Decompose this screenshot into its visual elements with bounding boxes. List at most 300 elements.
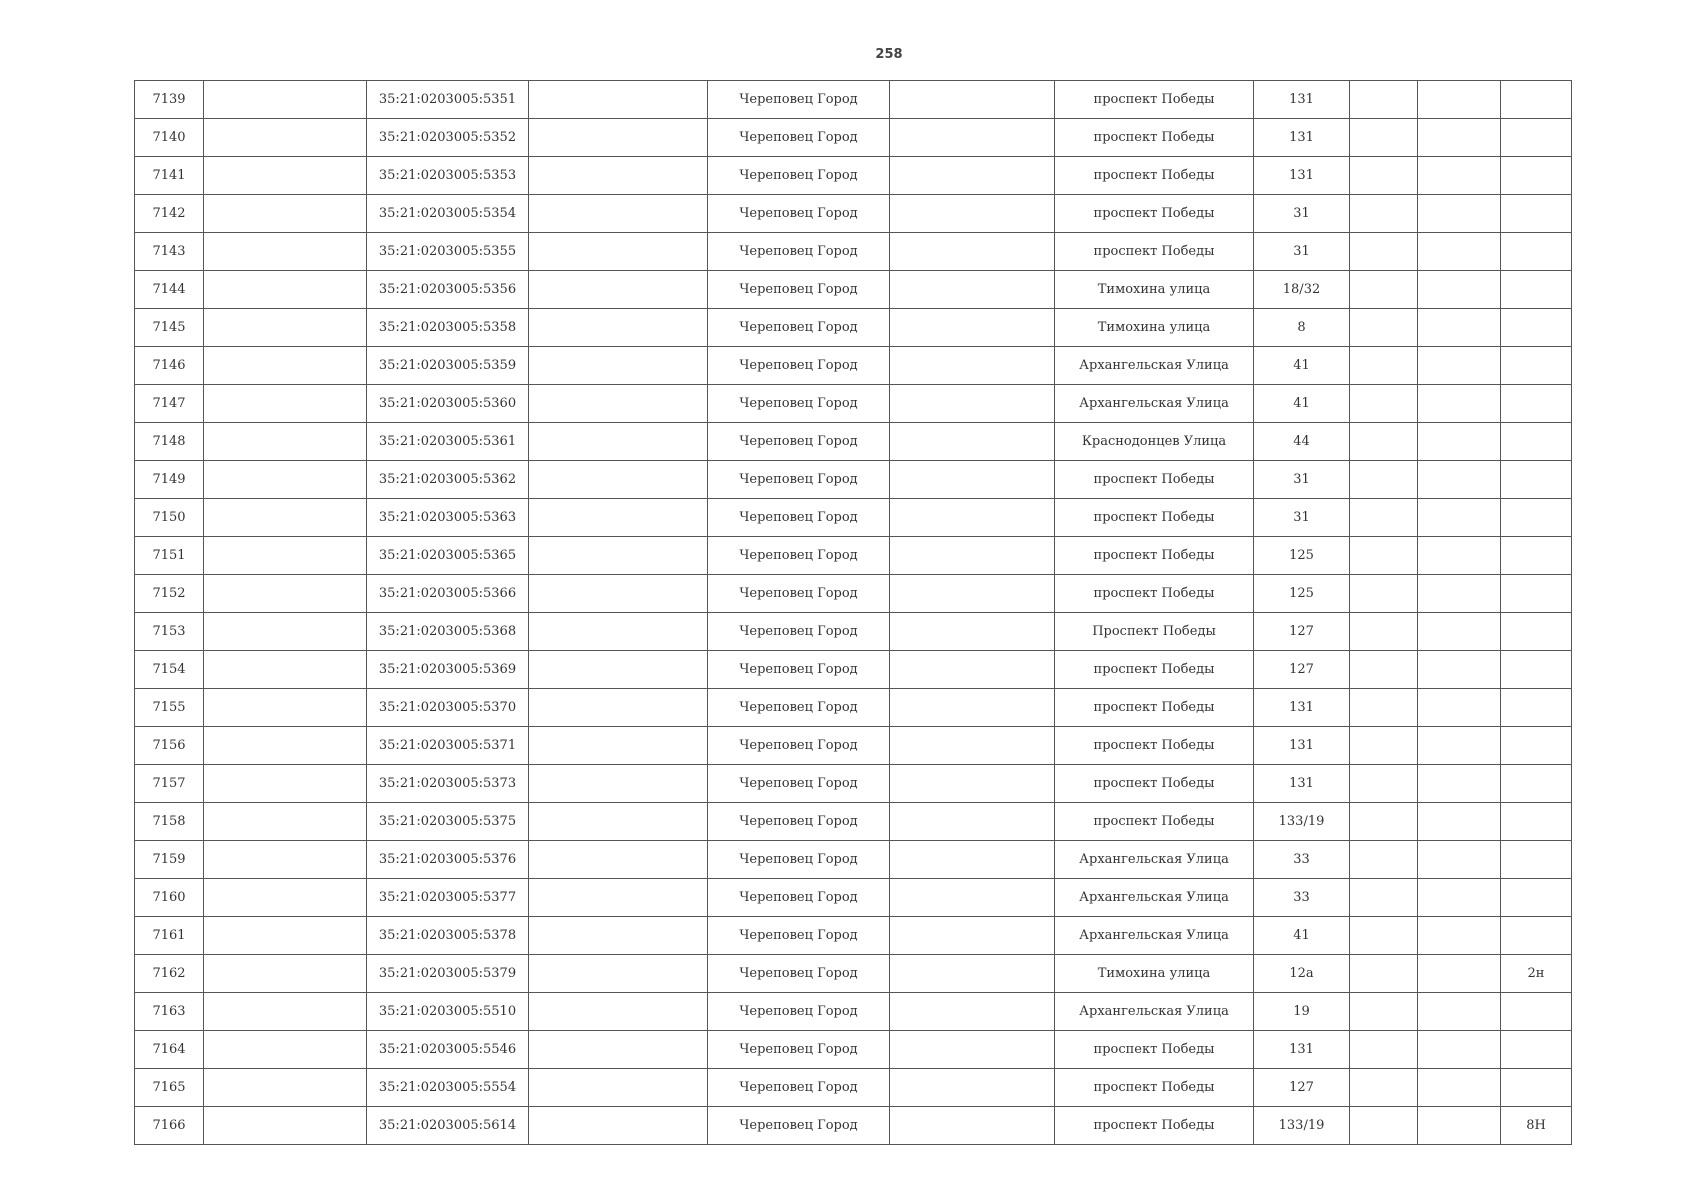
cell-empty-1: [204, 879, 367, 917]
cell-empty-4: [1350, 917, 1418, 955]
cell-record-number: 7143: [135, 233, 204, 271]
cell-empty-2: [529, 841, 708, 879]
cell-empty-5: [1418, 727, 1501, 765]
cell-empty-3: [890, 461, 1055, 499]
cell-empty-1: [204, 195, 367, 233]
cell-empty-5: [1418, 1031, 1501, 1069]
cell-empty-4: [1350, 803, 1418, 841]
cell-city: Череповец Город: [708, 613, 890, 651]
cell-cadastral-number: 35:21:0203005:5351: [367, 81, 529, 119]
cell-cadastral-number: 35:21:0203005:5356: [367, 271, 529, 309]
cell-house-number: 133/19: [1254, 1107, 1350, 1145]
cell-cadastral-number: 35:21:0203005:5370: [367, 689, 529, 727]
cell-empty-4: [1350, 233, 1418, 271]
cell-house-number: 12а: [1254, 955, 1350, 993]
cell-empty-4: [1350, 955, 1418, 993]
table-row: [135, 955, 1572, 993]
cell-empty-4: [1350, 157, 1418, 195]
cell-city: Череповец Город: [708, 917, 890, 955]
cell-premises-number: [1501, 803, 1572, 841]
cell-record-number: 7157: [135, 765, 204, 803]
cell-empty-5: [1418, 689, 1501, 727]
cell-empty-5: [1418, 1069, 1501, 1107]
cell-cadastral-number: 35:21:0203005:5359: [367, 347, 529, 385]
cell-empty-1: [204, 271, 367, 309]
cell-empty-3: [890, 803, 1055, 841]
cell-empty-2: [529, 955, 708, 993]
cell-city: Череповец Город: [708, 499, 890, 537]
cell-record-number: 7163: [135, 993, 204, 1031]
cell-city: Череповец Город: [708, 727, 890, 765]
cell-premises-number: [1501, 81, 1572, 119]
cell-empty-2: [529, 727, 708, 765]
cell-house-number: 125: [1254, 575, 1350, 613]
cell-empty-4: [1350, 765, 1418, 803]
cell-empty-3: [890, 1069, 1055, 1107]
cell-empty-4: [1350, 499, 1418, 537]
cell-city: Череповец Город: [708, 955, 890, 993]
cell-premises-number: [1501, 575, 1572, 613]
cell-empty-5: [1418, 879, 1501, 917]
cell-house-number: 41: [1254, 347, 1350, 385]
cell-premises-number: [1501, 119, 1572, 157]
cell-street: Тимохина улица: [1055, 309, 1254, 347]
cell-empty-2: [529, 689, 708, 727]
table-row: [135, 461, 1572, 499]
cell-empty-4: [1350, 841, 1418, 879]
cell-house-number: 33: [1254, 841, 1350, 879]
cell-empty-5: [1418, 841, 1501, 879]
cell-cadastral-number: 35:21:0203005:5376: [367, 841, 529, 879]
cell-record-number: 7139: [135, 81, 204, 119]
cell-cadastral-number: 35:21:0203005:5365: [367, 537, 529, 575]
cell-house-number: 8: [1254, 309, 1350, 347]
table-row: [135, 727, 1572, 765]
cell-empty-4: [1350, 993, 1418, 1031]
cell-street: Архангельская Улица: [1055, 993, 1254, 1031]
cell-house-number: 131: [1254, 157, 1350, 195]
cell-empty-5: [1418, 309, 1501, 347]
cell-empty-3: [890, 613, 1055, 651]
cell-empty-2: [529, 195, 708, 233]
cell-premises-number: [1501, 461, 1572, 499]
cell-street: Архангельская Улица: [1055, 347, 1254, 385]
cell-empty-5: [1418, 1107, 1501, 1145]
table-row: [135, 119, 1572, 157]
cell-premises-number: 8Н: [1501, 1107, 1572, 1145]
cell-record-number: 7141: [135, 157, 204, 195]
cell-street: Проспект Победы: [1055, 613, 1254, 651]
cell-house-number: 131: [1254, 765, 1350, 803]
cell-empty-5: [1418, 233, 1501, 271]
cell-empty-1: [204, 309, 367, 347]
cell-record-number: 7159: [135, 841, 204, 879]
cell-empty-2: [529, 1107, 708, 1145]
cell-record-number: 7149: [135, 461, 204, 499]
table-row: [135, 1107, 1572, 1145]
cell-empty-2: [529, 765, 708, 803]
cell-empty-4: [1350, 689, 1418, 727]
cell-house-number: 18/32: [1254, 271, 1350, 309]
cell-house-number: 125: [1254, 537, 1350, 575]
cell-city: Череповец Город: [708, 803, 890, 841]
cell-premises-number: [1501, 613, 1572, 651]
cell-city: Череповец Город: [708, 309, 890, 347]
cell-street: Тимохина улица: [1055, 271, 1254, 309]
table-row: [135, 917, 1572, 955]
cell-premises-number: [1501, 537, 1572, 575]
cell-house-number: 127: [1254, 613, 1350, 651]
cell-city: Череповец Город: [708, 993, 890, 1031]
cell-street: проспект Победы: [1055, 499, 1254, 537]
cell-empty-3: [890, 727, 1055, 765]
cell-city: Череповец Город: [708, 157, 890, 195]
cell-empty-1: [204, 157, 367, 195]
cell-empty-2: [529, 803, 708, 841]
cell-record-number: 7160: [135, 879, 204, 917]
cell-premises-number: [1501, 879, 1572, 917]
cell-cadastral-number: 35:21:0203005:5375: [367, 803, 529, 841]
cell-empty-2: [529, 1031, 708, 1069]
cell-cadastral-number: 35:21:0203005:5368: [367, 613, 529, 651]
cell-house-number: 31: [1254, 499, 1350, 537]
cell-empty-1: [204, 1107, 367, 1145]
cell-empty-3: [890, 81, 1055, 119]
cell-cadastral-number: 35:21:0203005:5361: [367, 423, 529, 461]
cell-street: проспект Победы: [1055, 765, 1254, 803]
cell-empty-5: [1418, 993, 1501, 1031]
cell-empty-5: [1418, 347, 1501, 385]
cell-city: Череповец Город: [708, 347, 890, 385]
table-row: [135, 993, 1572, 1031]
cell-empty-5: [1418, 157, 1501, 195]
cell-record-number: 7154: [135, 651, 204, 689]
cell-empty-5: [1418, 499, 1501, 537]
page-number: 258: [875, 47, 903, 62]
table-row: [135, 423, 1572, 461]
cell-record-number: 7164: [135, 1031, 204, 1069]
cell-premises-number: [1501, 347, 1572, 385]
cell-city: Череповец Город: [708, 233, 890, 271]
cell-empty-3: [890, 423, 1055, 461]
cell-premises-number: [1501, 765, 1572, 803]
cell-empty-2: [529, 879, 708, 917]
cell-empty-3: [890, 119, 1055, 157]
cell-empty-1: [204, 1069, 367, 1107]
cell-cadastral-number: 35:21:0203005:5510: [367, 993, 529, 1031]
cell-empty-4: [1350, 195, 1418, 233]
cell-premises-number: [1501, 157, 1572, 195]
cell-empty-2: [529, 1069, 708, 1107]
cell-empty-3: [890, 955, 1055, 993]
cell-city: Череповец Город: [708, 119, 890, 157]
table-row: [135, 385, 1572, 423]
cell-empty-2: [529, 613, 708, 651]
cell-empty-3: [890, 499, 1055, 537]
cell-record-number: 7162: [135, 955, 204, 993]
cell-record-number: 7140: [135, 119, 204, 157]
cell-empty-2: [529, 347, 708, 385]
cell-empty-2: [529, 423, 708, 461]
cell-empty-4: [1350, 423, 1418, 461]
cell-empty-3: [890, 651, 1055, 689]
cell-cadastral-number: 35:21:0203005:5355: [367, 233, 529, 271]
cell-record-number: 7147: [135, 385, 204, 423]
cell-house-number: 131: [1254, 81, 1350, 119]
cell-empty-1: [204, 233, 367, 271]
cell-house-number: 127: [1254, 1069, 1350, 1107]
table-row: [135, 841, 1572, 879]
cell-empty-2: [529, 233, 708, 271]
cell-cadastral-number: 35:21:0203005:5546: [367, 1031, 529, 1069]
table-row: [135, 499, 1572, 537]
cell-house-number: 131: [1254, 727, 1350, 765]
cell-empty-5: [1418, 195, 1501, 233]
cell-empty-4: [1350, 461, 1418, 499]
cell-empty-1: [204, 423, 367, 461]
table-row: [135, 803, 1572, 841]
cell-empty-1: [204, 689, 367, 727]
cell-cadastral-number: 35:21:0203005:5362: [367, 461, 529, 499]
cell-street: проспект Победы: [1055, 195, 1254, 233]
cell-empty-3: [890, 537, 1055, 575]
cell-house-number: 31: [1254, 461, 1350, 499]
cell-empty-2: [529, 271, 708, 309]
cell-empty-1: [204, 461, 367, 499]
table-row: [135, 271, 1572, 309]
cell-empty-1: [204, 347, 367, 385]
cell-city: Череповец Город: [708, 765, 890, 803]
cell-street: проспект Победы: [1055, 1069, 1254, 1107]
cell-cadastral-number: 35:21:0203005:5379: [367, 955, 529, 993]
cell-empty-3: [890, 309, 1055, 347]
cell-city: Череповец Город: [708, 1031, 890, 1069]
cell-cadastral-number: 35:21:0203005:5360: [367, 385, 529, 423]
cell-empty-3: [890, 841, 1055, 879]
cell-record-number: 7158: [135, 803, 204, 841]
cell-empty-5: [1418, 613, 1501, 651]
cell-premises-number: 2н: [1501, 955, 1572, 993]
cell-empty-1: [204, 613, 367, 651]
cell-empty-4: [1350, 537, 1418, 575]
cell-empty-2: [529, 157, 708, 195]
cell-empty-2: [529, 81, 708, 119]
cell-empty-3: [890, 1107, 1055, 1145]
cell-empty-1: [204, 1031, 367, 1069]
table-row: [135, 81, 1572, 119]
cell-house-number: 31: [1254, 233, 1350, 271]
cell-cadastral-number: 35:21:0203005:5353: [367, 157, 529, 195]
cell-street: проспект Победы: [1055, 727, 1254, 765]
cell-street: Архангельская Улица: [1055, 841, 1254, 879]
cell-street: проспект Победы: [1055, 157, 1254, 195]
cell-empty-3: [890, 689, 1055, 727]
cell-premises-number: [1501, 841, 1572, 879]
table-row: [135, 347, 1572, 385]
cell-empty-5: [1418, 385, 1501, 423]
cell-empty-4: [1350, 81, 1418, 119]
cell-empty-1: [204, 385, 367, 423]
cell-empty-2: [529, 993, 708, 1031]
cell-empty-5: [1418, 803, 1501, 841]
table-row: [135, 1069, 1572, 1107]
cell-empty-4: [1350, 1107, 1418, 1145]
cell-house-number: 131: [1254, 689, 1350, 727]
cell-city: Череповец Город: [708, 385, 890, 423]
cell-empty-1: [204, 955, 367, 993]
cell-record-number: 7152: [135, 575, 204, 613]
cell-city: Череповец Город: [708, 461, 890, 499]
cell-empty-5: [1418, 271, 1501, 309]
cell-empty-2: [529, 461, 708, 499]
cell-street: проспект Победы: [1055, 1107, 1254, 1145]
cell-premises-number: [1501, 423, 1572, 461]
cell-street: проспект Победы: [1055, 461, 1254, 499]
cell-premises-number: [1501, 1031, 1572, 1069]
cell-cadastral-number: 35:21:0203005:5358: [367, 309, 529, 347]
cell-street: Архангельская Улица: [1055, 917, 1254, 955]
cell-street: проспект Победы: [1055, 537, 1254, 575]
cell-house-number: 33: [1254, 879, 1350, 917]
cell-record-number: 7165: [135, 1069, 204, 1107]
cell-record-number: 7144: [135, 271, 204, 309]
cell-empty-1: [204, 499, 367, 537]
cell-street: проспект Победы: [1055, 119, 1254, 157]
cell-house-number: 31: [1254, 195, 1350, 233]
cell-empty-5: [1418, 575, 1501, 613]
table-row: [135, 765, 1572, 803]
cell-empty-2: [529, 119, 708, 157]
cell-empty-5: [1418, 81, 1501, 119]
cell-cadastral-number: 35:21:0203005:5614: [367, 1107, 529, 1145]
cell-street: Тимохина улица: [1055, 955, 1254, 993]
table-row: [135, 157, 1572, 195]
cell-premises-number: [1501, 651, 1572, 689]
cell-street: Краснодонцев Улица: [1055, 423, 1254, 461]
cell-empty-4: [1350, 1069, 1418, 1107]
cell-record-number: 7153: [135, 613, 204, 651]
cell-house-number: 44: [1254, 423, 1350, 461]
cell-empty-3: [890, 195, 1055, 233]
cell-record-number: 7146: [135, 347, 204, 385]
cell-empty-4: [1350, 385, 1418, 423]
cell-city: Череповец Город: [708, 423, 890, 461]
cell-record-number: 7151: [135, 537, 204, 575]
cell-premises-number: [1501, 1069, 1572, 1107]
cell-empty-4: [1350, 271, 1418, 309]
cell-premises-number: [1501, 727, 1572, 765]
cell-empty-4: [1350, 347, 1418, 385]
cell-premises-number: [1501, 917, 1572, 955]
table-row: [135, 689, 1572, 727]
cell-empty-1: [204, 803, 367, 841]
cell-house-number: 133/19: [1254, 803, 1350, 841]
cell-empty-5: [1418, 119, 1501, 157]
cell-city: Череповец Город: [708, 879, 890, 917]
cell-premises-number: [1501, 499, 1572, 537]
cell-city: Череповец Город: [708, 81, 890, 119]
cell-empty-1: [204, 841, 367, 879]
cell-city: Череповец Город: [708, 537, 890, 575]
cell-empty-1: [204, 81, 367, 119]
cell-empty-1: [204, 575, 367, 613]
cell-empty-2: [529, 385, 708, 423]
cell-city: Череповец Город: [708, 651, 890, 689]
cell-empty-5: [1418, 917, 1501, 955]
cell-empty-2: [529, 651, 708, 689]
cell-city: Череповец Город: [708, 689, 890, 727]
cell-empty-5: [1418, 537, 1501, 575]
cell-city: Череповец Город: [708, 575, 890, 613]
cell-empty-5: [1418, 765, 1501, 803]
table-row: [135, 651, 1572, 689]
cell-empty-4: [1350, 613, 1418, 651]
cell-premises-number: [1501, 233, 1572, 271]
cell-empty-3: [890, 765, 1055, 803]
cell-cadastral-number: 35:21:0203005:5377: [367, 879, 529, 917]
cell-house-number: 131: [1254, 119, 1350, 157]
cell-empty-3: [890, 575, 1055, 613]
cell-street: Архангельская Улица: [1055, 385, 1254, 423]
cell-city: Череповец Город: [708, 271, 890, 309]
cell-cadastral-number: 35:21:0203005:5369: [367, 651, 529, 689]
cell-empty-2: [529, 537, 708, 575]
cell-house-number: 19: [1254, 993, 1350, 1031]
cell-cadastral-number: 35:21:0203005:5378: [367, 917, 529, 955]
registry-table: [134, 80, 1572, 1145]
cell-house-number: 131: [1254, 1031, 1350, 1069]
cell-empty-1: [204, 119, 367, 157]
cell-city: Череповец Город: [708, 1107, 890, 1145]
cell-street: проспект Победы: [1055, 651, 1254, 689]
cell-empty-3: [890, 917, 1055, 955]
cell-empty-4: [1350, 309, 1418, 347]
cell-empty-5: [1418, 955, 1501, 993]
cell-empty-3: [890, 993, 1055, 1031]
cell-premises-number: [1501, 309, 1572, 347]
cell-record-number: 7148: [135, 423, 204, 461]
cell-empty-1: [204, 537, 367, 575]
cell-empty-4: [1350, 119, 1418, 157]
cell-premises-number: [1501, 993, 1572, 1031]
cell-empty-2: [529, 575, 708, 613]
cell-record-number: 7166: [135, 1107, 204, 1145]
cell-house-number: 127: [1254, 651, 1350, 689]
cell-empty-4: [1350, 879, 1418, 917]
cell-empty-3: [890, 1031, 1055, 1069]
cell-empty-4: [1350, 575, 1418, 613]
cell-empty-3: [890, 271, 1055, 309]
table-row: [135, 233, 1572, 271]
cell-city: Череповец Город: [708, 1069, 890, 1107]
cell-cadastral-number: 35:21:0203005:5354: [367, 195, 529, 233]
table-row: [135, 195, 1572, 233]
cell-city: Череповец Город: [708, 841, 890, 879]
cell-empty-3: [890, 157, 1055, 195]
cell-record-number: 7156: [135, 727, 204, 765]
cell-cadastral-number: 35:21:0203005:5554: [367, 1069, 529, 1107]
cell-empty-1: [204, 917, 367, 955]
cell-street: Архангельская Улица: [1055, 879, 1254, 917]
cell-empty-1: [204, 993, 367, 1031]
cell-premises-number: [1501, 385, 1572, 423]
cell-empty-1: [204, 765, 367, 803]
cell-empty-2: [529, 309, 708, 347]
cell-empty-3: [890, 233, 1055, 271]
cell-cadastral-number: 35:21:0203005:5363: [367, 499, 529, 537]
table-row: [135, 1031, 1572, 1069]
cell-empty-4: [1350, 727, 1418, 765]
